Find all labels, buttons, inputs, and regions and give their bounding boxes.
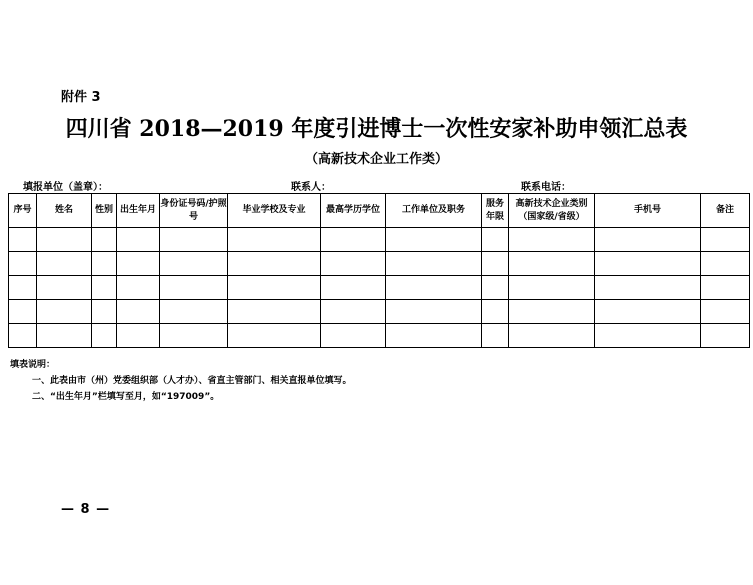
table-cell[interactable] <box>595 300 701 324</box>
table-cell[interactable] <box>701 276 750 300</box>
table-cell[interactable] <box>701 300 750 324</box>
table-cell[interactable] <box>160 300 228 324</box>
table-cell[interactable] <box>117 324 160 348</box>
notes-heading: 填表说明： <box>10 360 56 370</box>
note-item: 一、此表由市（州）党委组织部（人才办）、省直主管部门、相关直报单位填写。 <box>32 376 352 386</box>
table-cell[interactable] <box>92 276 117 300</box>
header-school-major: 毕业学校及专业 <box>228 194 321 228</box>
table-cell[interactable] <box>321 324 386 348</box>
table-cell[interactable] <box>321 252 386 276</box>
header-index: 序号 <box>9 194 37 228</box>
table-cell[interactable] <box>37 300 92 324</box>
table-cell[interactable] <box>482 228 509 252</box>
table-cell[interactable] <box>321 276 386 300</box>
header-id-number: 身份证号码/护照号 <box>160 194 228 228</box>
table-cell[interactable] <box>482 324 509 348</box>
header-name: 姓名 <box>37 194 92 228</box>
table-cell[interactable] <box>92 252 117 276</box>
table-cell[interactable] <box>228 252 321 276</box>
header-enterprise-category: 高新技术企业类别（国家级/省级） <box>509 194 595 228</box>
table-cell[interactable] <box>482 300 509 324</box>
table-cell[interactable] <box>228 228 321 252</box>
table-cell[interactable] <box>37 252 92 276</box>
table-cell[interactable] <box>595 252 701 276</box>
table-cell[interactable] <box>228 324 321 348</box>
table-cell[interactable] <box>9 228 37 252</box>
table-header-row <box>9 194 750 228</box>
note-item: 二、“出生年月”栏填写至月，如“197009”。 <box>32 392 220 402</box>
contact-field-label: 联系人： <box>291 182 331 193</box>
table-row <box>9 324 750 348</box>
table-cell[interactable] <box>228 300 321 324</box>
table-cell[interactable] <box>92 300 117 324</box>
table-cell[interactable] <box>160 276 228 300</box>
header-remarks: 备注 <box>701 194 750 228</box>
table-cell[interactable] <box>117 228 160 252</box>
table-cell[interactable] <box>160 252 228 276</box>
table-cell[interactable] <box>701 324 750 348</box>
table-cell[interactable] <box>595 228 701 252</box>
table-cell[interactable] <box>509 252 595 276</box>
table-cell[interactable] <box>9 276 37 300</box>
table-cell[interactable] <box>482 252 509 276</box>
table-cell[interactable] <box>386 300 482 324</box>
header-birth: 出生年月 <box>117 194 160 228</box>
table-cell[interactable] <box>117 300 160 324</box>
unit-field-label: 填报单位（盖章）： <box>23 182 108 193</box>
table-cell[interactable] <box>9 324 37 348</box>
phone-field-label: 联系电话： <box>521 182 571 193</box>
table-cell[interactable] <box>509 228 595 252</box>
table-cell[interactable] <box>701 228 750 252</box>
table-row <box>9 276 750 300</box>
table-cell[interactable] <box>595 276 701 300</box>
page-title: 四川省 2018—2019 年度引进博士一次性安家补助申领汇总表 <box>65 116 688 142</box>
summary-table <box>8 193 750 348</box>
table-cell[interactable] <box>160 324 228 348</box>
table-cell[interactable] <box>117 252 160 276</box>
table-cell[interactable] <box>92 324 117 348</box>
table-cell[interactable] <box>509 276 595 300</box>
table-cell[interactable] <box>386 252 482 276</box>
table-cell[interactable] <box>386 276 482 300</box>
table-cell[interactable] <box>482 276 509 300</box>
table-cell[interactable] <box>9 300 37 324</box>
table-cell[interactable] <box>9 252 37 276</box>
table-cell[interactable] <box>160 228 228 252</box>
table-cell[interactable] <box>92 228 117 252</box>
table-cell[interactable] <box>321 300 386 324</box>
table-cell[interactable] <box>509 324 595 348</box>
table-cell[interactable] <box>37 276 92 300</box>
table-cell[interactable] <box>37 324 92 348</box>
table-cell[interactable] <box>386 324 482 348</box>
header-mobile: 手机号 <box>595 194 701 228</box>
table-cell[interactable] <box>595 324 701 348</box>
table-cell[interactable] <box>509 300 595 324</box>
form-fields-row <box>0 178 753 192</box>
header-gender: 性别 <box>92 194 117 228</box>
header-degree: 最高学历学位 <box>321 194 386 228</box>
header-employer-position: 工作单位及职务 <box>386 194 482 228</box>
table-cell[interactable] <box>386 228 482 252</box>
table-cell[interactable] <box>117 276 160 300</box>
table-cell[interactable] <box>321 228 386 252</box>
table-row <box>9 252 750 276</box>
table-cell[interactable] <box>701 252 750 276</box>
header-service-years: 服务年限 <box>482 194 509 228</box>
page-subtitle: （高新技术企业工作类） <box>304 152 448 167</box>
table-cell[interactable] <box>37 228 92 252</box>
notes-section <box>10 357 352 405</box>
page-number: — 8 — <box>61 502 111 517</box>
attachment-label: 附件 3 <box>61 90 101 105</box>
table-cell[interactable] <box>228 276 321 300</box>
table-row <box>9 228 750 252</box>
table-row <box>9 300 750 324</box>
